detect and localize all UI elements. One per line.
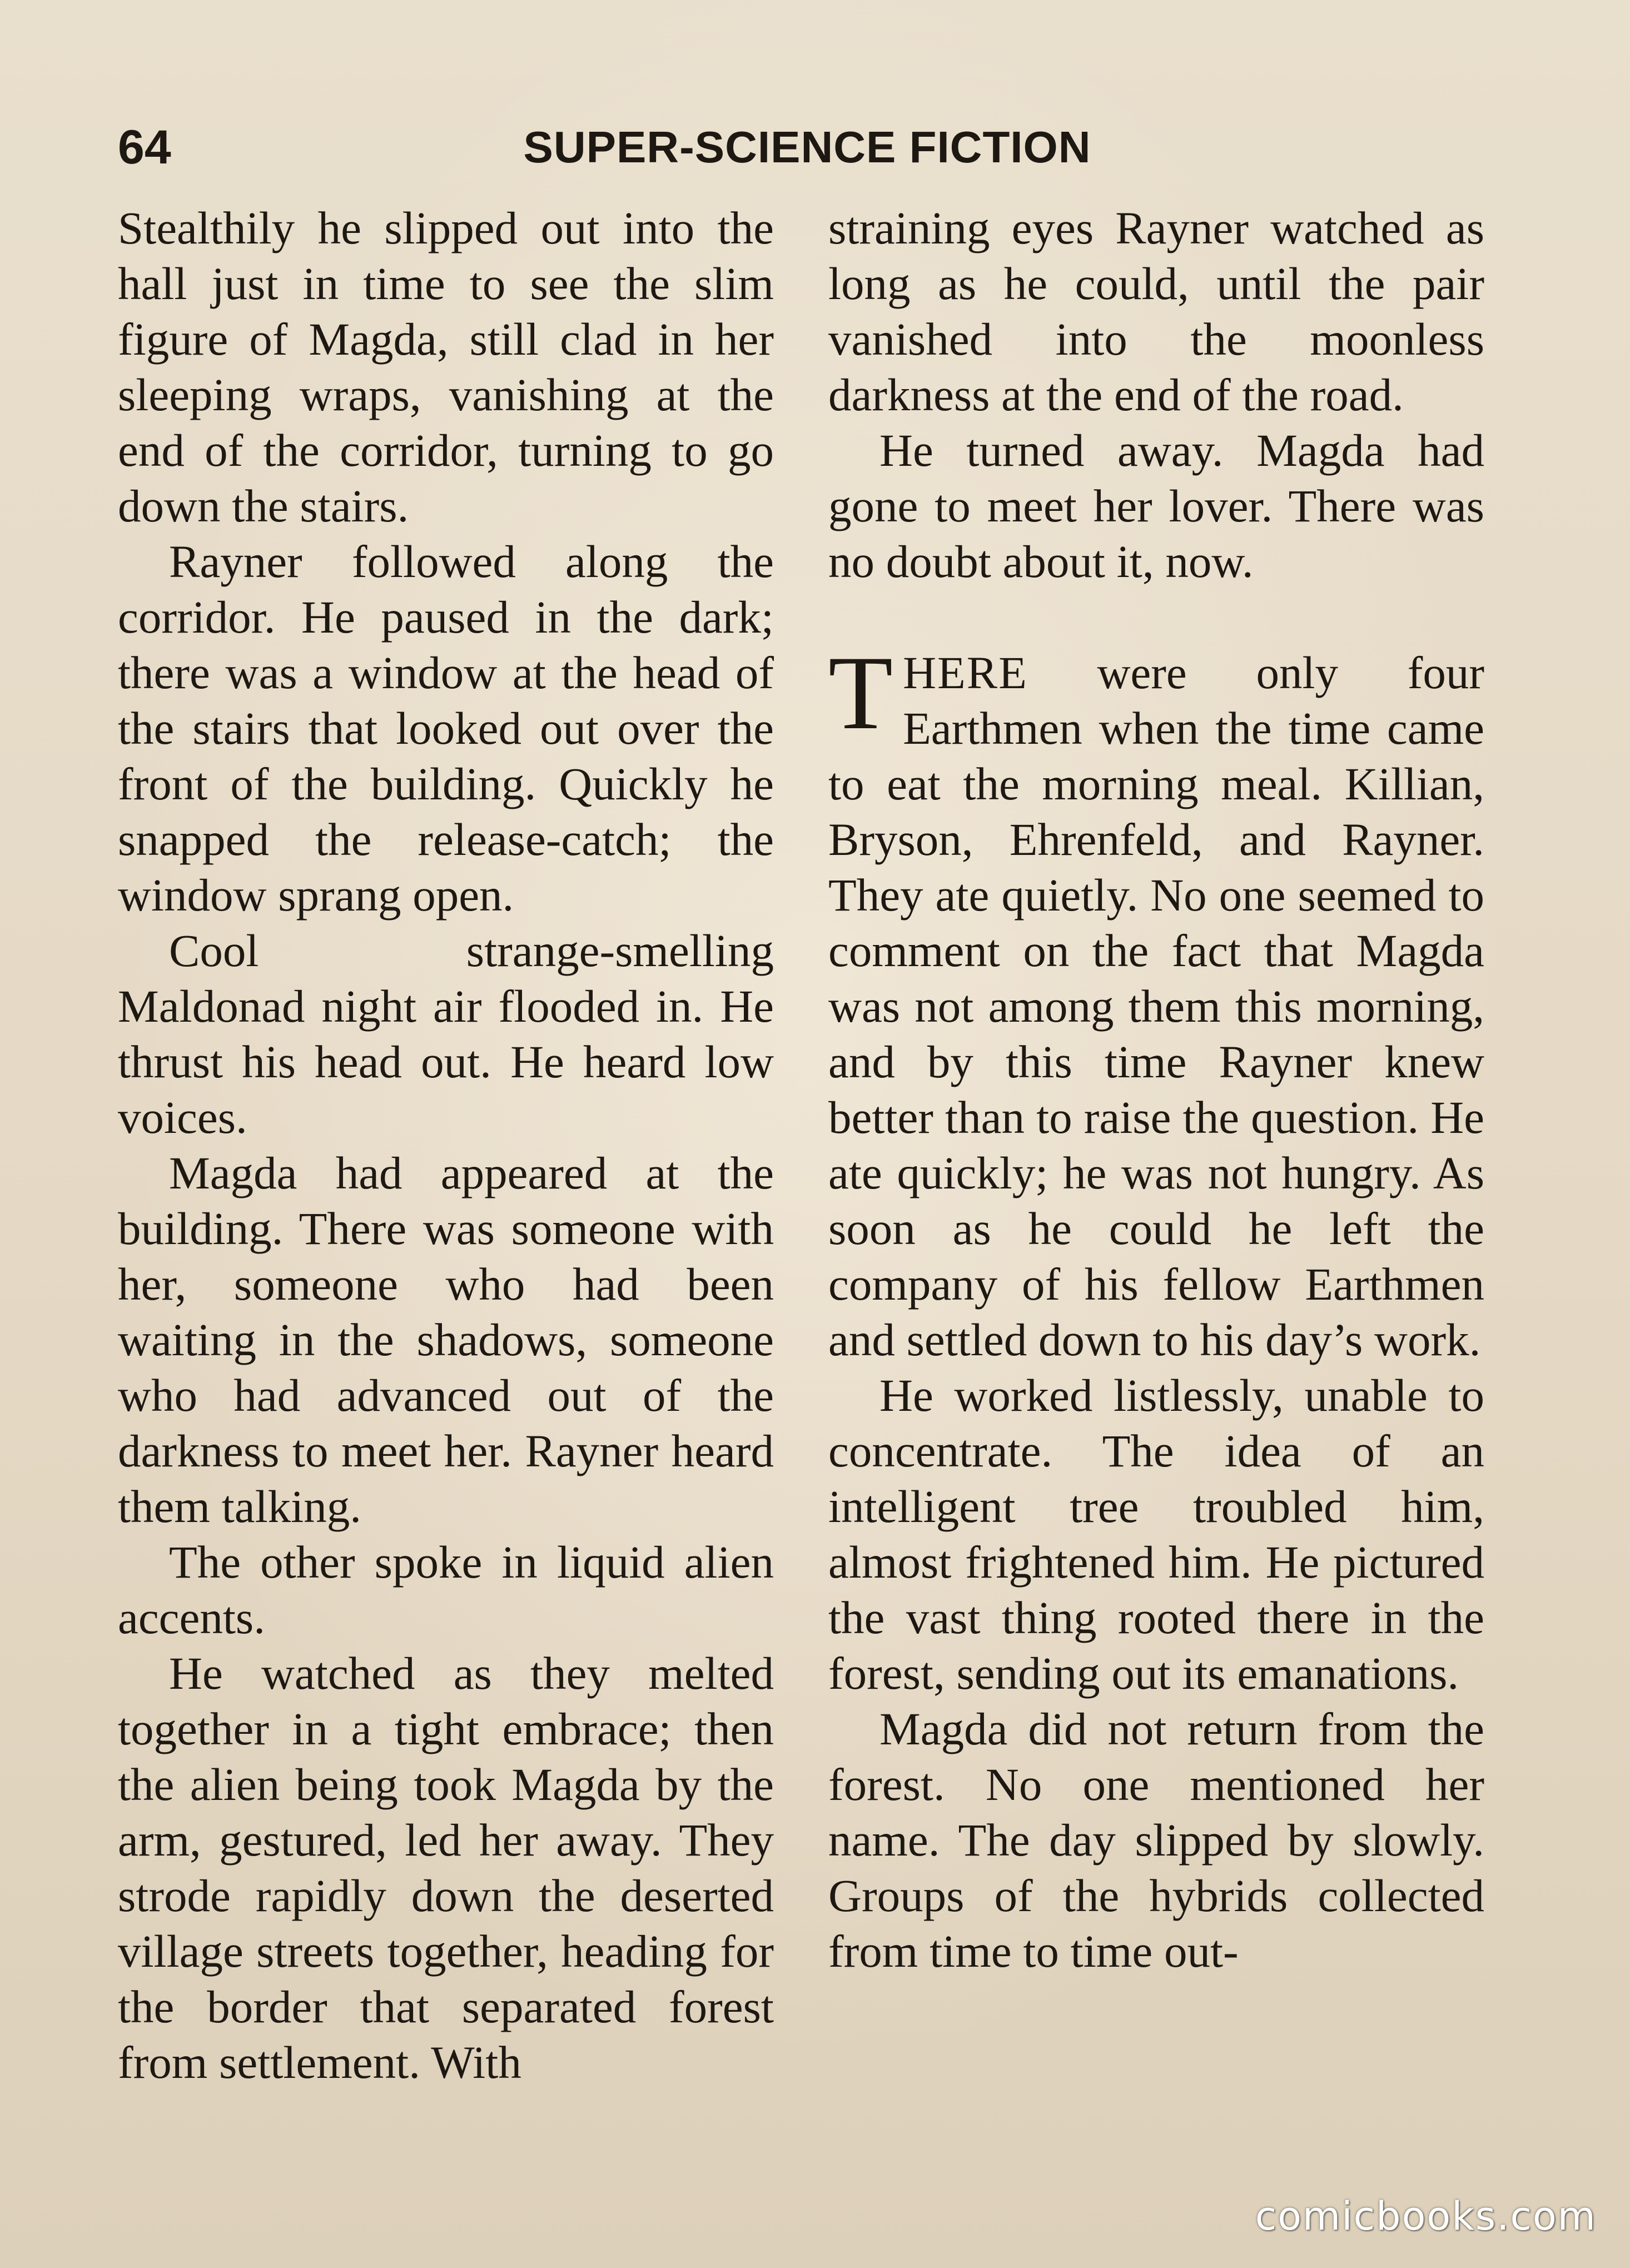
left-column bbox=[118, 200, 774, 2090]
page-header bbox=[118, 114, 1497, 181]
paragraph-with-drop-cap bbox=[828, 635, 1484, 1367]
page-number: 64 bbox=[118, 121, 171, 174]
paragraph-text: were only four Earthmen when the time came to eat the morning meal. Killian, Bryson, Ehrenfeld, and Rayner. They ate quietly. No one seemed to comment on the fact that Magda was not among them this morning, and by this time Rayner knew better than to raise the question. He ate quickly; he was not hungry. As soon as he could he left the company of his fellow Earthmen and settled down to his day’s work. bbox=[828, 647, 1484, 1365]
right-column bbox=[828, 200, 1484, 1979]
paragraph: Stealthily he slipped out into the hall just in time to see the slim figure of Magda, still clad in her sleeping wraps, vanishing at the end of the corridor, turning to go down the stairs. bbox=[118, 202, 774, 531]
paragraph: Magda did not return from the forest. No one mentioned her name. The day slipped by slowly. Groups of the hybrids collected from time to time out- bbox=[828, 1703, 1484, 1977]
running-title: SUPER-SCIENCE FICTION bbox=[523, 122, 1091, 172]
paragraph: He turned away. Magda had gone to meet her lover. There was no doubt about it, now. bbox=[828, 425, 1484, 587]
lead-word: HERE bbox=[903, 647, 1028, 698]
section-break bbox=[828, 589, 1484, 645]
paragraph: Magda had appeared at the building. There was someone with her, someone who had been waiting in the shadows, someone who had advanced out of the darkness to meet her. Rayner heard them talking. bbox=[118, 1147, 774, 1532]
drop-cap: T bbox=[828, 635, 893, 752]
paragraph: Rayner followed along the corridor. He paused in the dark; there was a window at the head of the stairs that looked out over the front of the building. Quickly he snapped the release-catch; the window sprang open. bbox=[118, 536, 774, 921]
paragraph: straining eyes Rayner watched as long as he could, until the pair vanished into the moonless darkness at the end of the road. bbox=[828, 202, 1484, 420]
paragraph: He worked listlessly, unable to concentrate. The idea of an intelligent tree troubled him, almost frightened him. He pictured the vast thing rooted there in the forest, sending out its emanations. bbox=[828, 1370, 1484, 1699]
paragraph: Cool strange-smelling Maldonad night air flooded in. He thrust his head out. He heard low voices. bbox=[118, 925, 774, 1143]
paragraph: He watched as they melted together in a tight embrace; then the alien being took Magda by the arm, gestured, led her away. They strode rapidly down the deserted village streets together, heading for the border that separated forest from settlement. With bbox=[118, 1648, 774, 2088]
paragraph: The other spoke in liquid alien accents. bbox=[118, 1536, 774, 1643]
watermark: comicbooks.com bbox=[1255, 2194, 1597, 2239]
